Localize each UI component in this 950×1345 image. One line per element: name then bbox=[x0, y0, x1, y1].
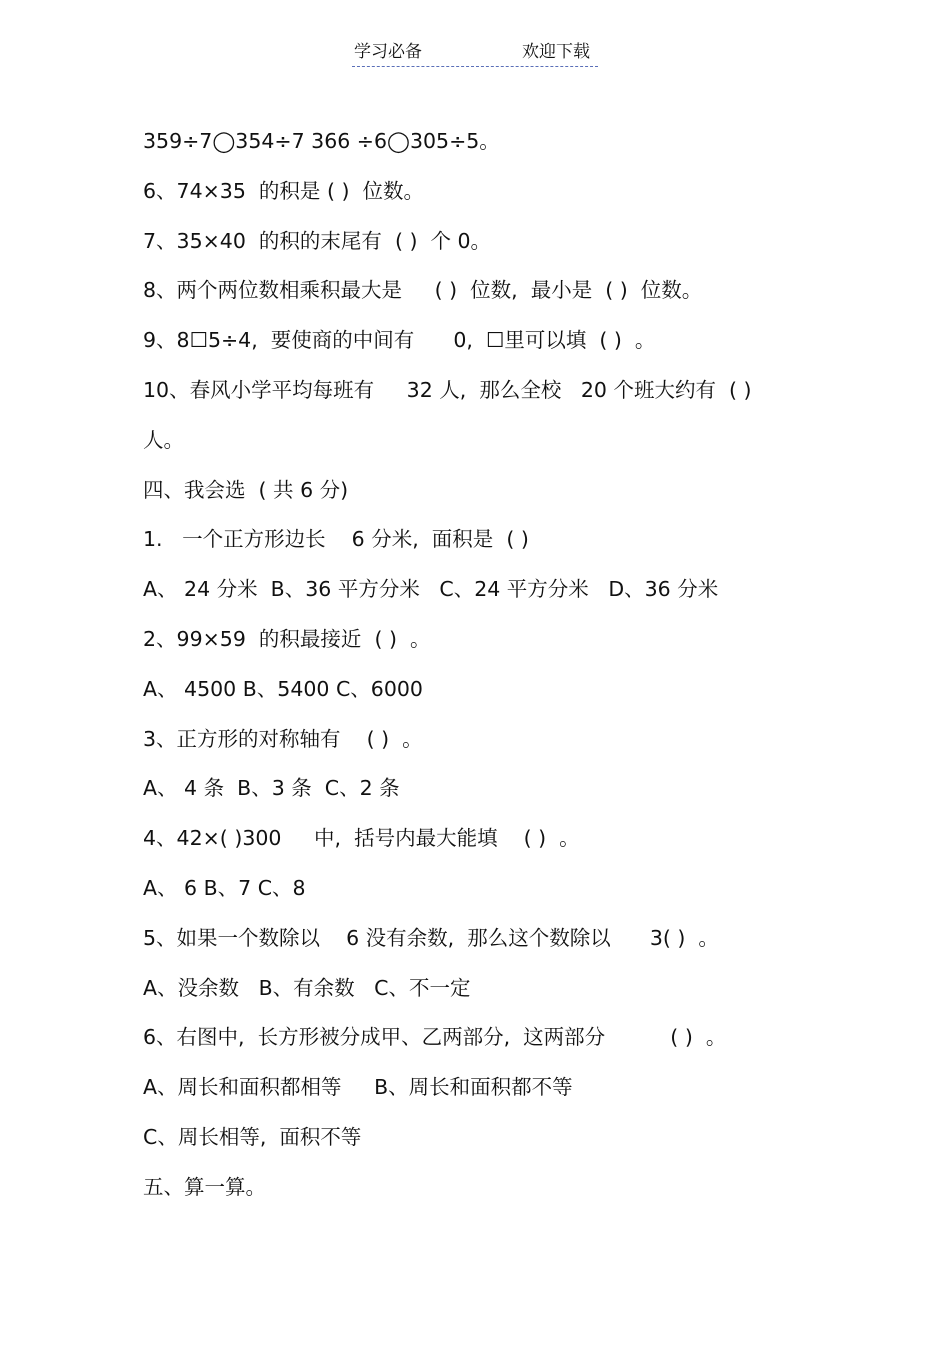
options-line: A、没余数 B、有余数 C、不一定 bbox=[143, 975, 471, 1000]
options-line: A、 24 分米 B、36 平方分米 C、24 平方分米 D、36 分米 bbox=[143, 577, 719, 602]
header-right-text: 欢迎下载 bbox=[522, 42, 590, 62]
text-line: 359÷7◯354÷7 366 ÷6◯305÷5。 bbox=[143, 129, 500, 153]
section-heading: 四、我会选 ( 共 6 分) bbox=[143, 477, 349, 502]
text-line: 7、35×40 的积的末尾有 ( ) 个 0。 bbox=[143, 228, 492, 253]
text-line: 9、8☐5÷4, 要使商的中间有 0, ☐里可以填 ( ) 。 bbox=[143, 328, 656, 353]
question-line: 6、右图中, 长方形被分成甲、乙两部分, 这两部分 ( ) 。 bbox=[143, 1025, 727, 1050]
section-heading: 五、算一算。 bbox=[143, 1174, 266, 1199]
text-line: 10、春风小学平均每班有 32 人, 那么全校 20 个班大约有 ( ) bbox=[143, 377, 752, 402]
page-header bbox=[352, 40, 598, 67]
question-line: 5、如果一个数除以 6 没有余数, 那么这个数除以 3( ) 。 bbox=[143, 925, 719, 950]
options-line: A、 4 条 B、3 条 C、2 条 bbox=[143, 776, 400, 801]
options-line: C、周长相等, 面积不等 bbox=[143, 1124, 362, 1149]
text-line: 8、两个两位数相乘积最大是 ( ) 位数, 最小是 ( ) 位数。 bbox=[143, 278, 703, 303]
question-line: 4、42×( )300 中, 括号内最大能填 ( ) 。 bbox=[143, 826, 580, 851]
question-line: 3、正方形的对称轴有 ( ) 。 bbox=[143, 726, 423, 751]
options-line: A、 6 B、7 C、8 bbox=[143, 875, 306, 900]
question-line: 1. 一个正方形边长 6 分米, 面积是 ( ) bbox=[143, 527, 529, 552]
text-line: 人。 bbox=[143, 427, 184, 452]
document-body bbox=[143, 117, 843, 1213]
text-line: 6、74×35 的积是 ( ) 位数。 bbox=[143, 178, 424, 203]
header-left-text: 学习必备 bbox=[354, 42, 422, 62]
question-line: 2、99×59 的积最接近 ( ) 。 bbox=[143, 626, 431, 651]
options-line: A、周长和面积都相等 B、周长和面积都不等 bbox=[143, 1075, 573, 1100]
options-line: A、 4500 B、5400 C、6000 bbox=[143, 676, 423, 701]
